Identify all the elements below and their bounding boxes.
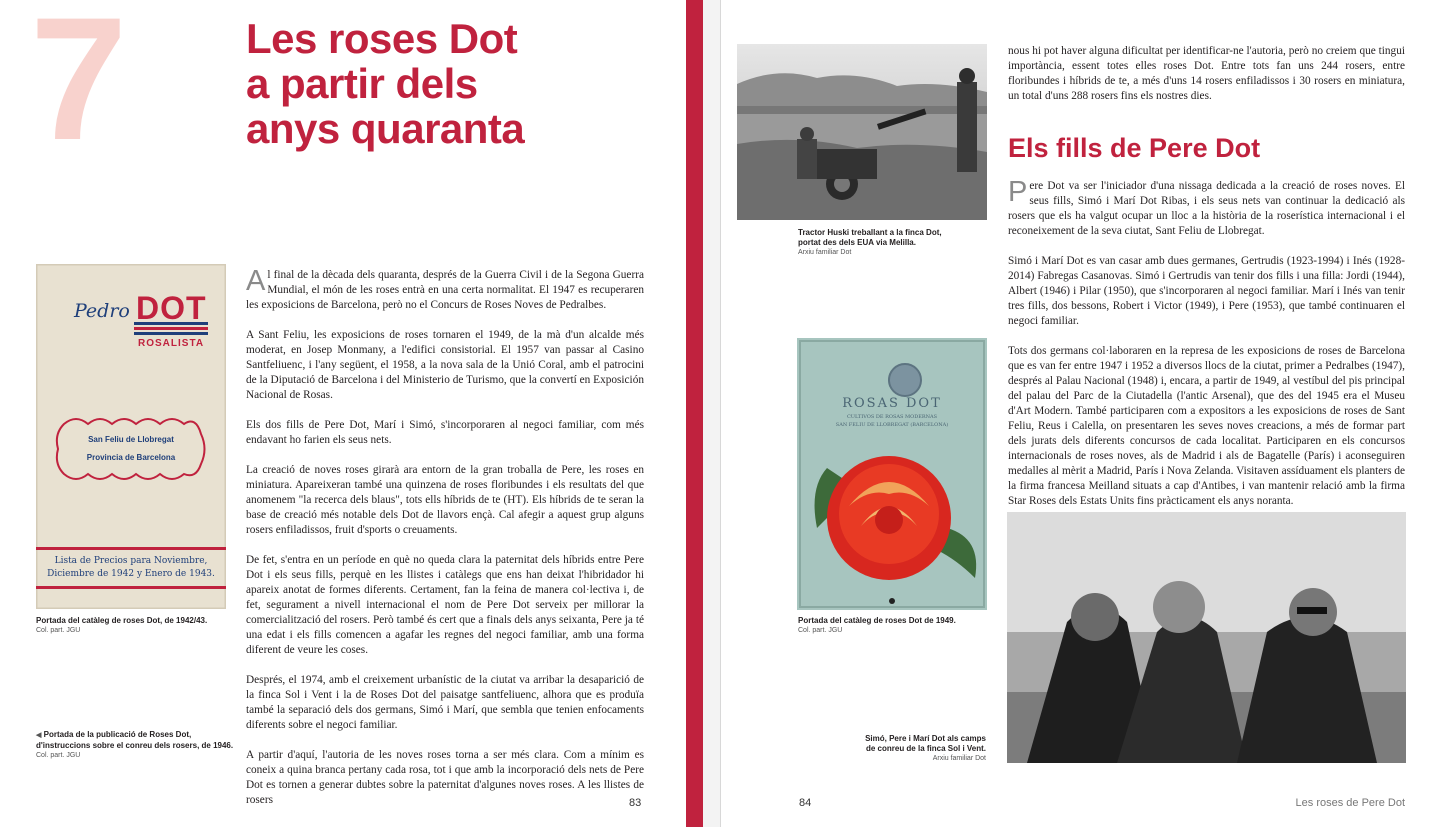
- paragraph: Tots dos germans col·laboraren en la represa de les exposicions de roses de Barcelona que es van fer entre 1947 i 1952 a diversos llocs de la ciutat, primer a Pedralbes (1947), després al Palau Nacional (1948) i, encara, a partir de 1949, al vestíbul del pis principal del palau del Parc de la Ciutadella (l'antic Arsenal), que des del 1945 era el Museu d'Art Modern. També participaren com a expositors a les exposicions de roses de Sant Feliu, Reus i Calella, on presentaren les seves noves creacions, a més de formar part dels jurats dels diferents concursos de cada localitat. Participaren en els concursos internacionals de roses noves, als de Madrid i als de Bagatelle (París) i aconseguiren medalles al mèrit a Madrid, París i Nova Zelanda. Visitaven assíduament els planters de la firma francesa Meilland situats a cap d'Antibes, i van mantenir relació amb la firma Star Roses dels Estats Units fins pràcticament els anys noranta.: [1008, 345, 1405, 507]
- running-head: Les roses de Pere Dot: [1295, 797, 1405, 809]
- catalog-1949-line-1: CULTIVOS DE ROSAS MODERNAS: [846, 414, 938, 420]
- paragraph: A partir d'aquí, l'autoria de les noves roses torna a ser més clara. Com a mínim es coneix a quina branca pertany cada rosa, tot i que amb la incorporació dels nets de Pere Dot es tornen a generar dubtes sobre la paternitat d'algunes noves roses. A les llistes de rosers: [246, 749, 644, 806]
- caption-catalog-1949-main: Portada del catàleg de roses Dot de 1949.: [798, 616, 956, 625]
- left-body-text: [246, 265, 644, 823]
- caption-tractor: [798, 228, 998, 258]
- catalog-1942-script-name: Pedro: [74, 300, 130, 322]
- page-number-left: 83: [629, 797, 642, 809]
- caption-catalog-1949-source: Col. part. JGU: [798, 627, 843, 634]
- caption-publication-1946-source: Col. part. JGU: [36, 752, 81, 759]
- catalog-1949-line-2: SAN FELIU DE LLOBREGAT (BARCELONA): [835, 422, 949, 428]
- caption-tractor-main-2: portat des dels EUA via Melilla.: [798, 238, 916, 247]
- dropcap: A: [246, 265, 266, 297]
- spine-accent-bar: [686, 0, 703, 827]
- caption-family-photo-main-1: Simó, Pere i Marí Dot als camps: [865, 734, 986, 743]
- chapter-title-line-2: a partir dels: [246, 60, 478, 107]
- catalog-1942-price-2: Diciembre de 1942 y Enero de 1943.: [47, 569, 215, 579]
- chapter-title-line-1: Les roses Dot: [246, 15, 518, 62]
- catalog-1949-image: [797, 338, 987, 610]
- caption-catalog-1942-source: Col. part. JGU: [36, 627, 81, 634]
- dot-family-photo-illustration: [1007, 512, 1406, 763]
- tractor-photo-illustration: [737, 44, 987, 220]
- catalog-1942-brand: DOT: [136, 290, 207, 326]
- left-page: [0, 0, 686, 827]
- chapter-title: [246, 16, 524, 151]
- chapter-number: 7: [30, 0, 128, 177]
- page-number-right: 84: [799, 797, 812, 809]
- catalog-1949-title: ROSAS DOT: [842, 396, 942, 411]
- paragraph: De fet, s'entra en un període en què no queda clara la paternitat dels híbrids entre Pere Dot i els seus fills, perquè en les llistes i catàlegs que ens han deixat l'hibridador hi apareix anotat de formes diferents. Certament, fan la feina de manera col·lectiva i, de fet, segurament a nivell internacional el nom de Pere Dot serveix per millorar la comercialització del rosers. Però també és cert que a finals dels anys seixanta, Pere ja té una edat i els fills comencen a agafar les regnes del negoci familiar, amb una forma diferent de veure les coses.: [246, 554, 644, 656]
- catalog-1949-illustration: [797, 338, 987, 610]
- right-page: [721, 0, 1445, 827]
- caption-tractor-main-1: Tractor Huski treballant a la finca Dot,: [798, 228, 942, 237]
- book-gutter: [703, 0, 721, 827]
- dropcap: P: [1008, 176, 1028, 208]
- caption-publication-1946-main-1: Portada de la publicació de Roses Dot,: [43, 730, 192, 739]
- catalog-1942-image: [36, 264, 226, 609]
- tractor-photo: [737, 44, 987, 220]
- caption-catalog-1949: [798, 616, 998, 636]
- paragraph: A Sant Feliu, les exposicions de roses tornaren el 1949, de la mà d'un alcalde més moderat, en Josep Monmany, a l'edifici consistorial. El 1957 van passar al Casino Santfeliuenc, i l'any següent, el 1958, a la nova sala de la Unió Coral, amb el patrocini de la Diputació de Barcelona i del Ministerio de Turismo, que la convertí en Exposición Nacional de Rosas.: [246, 329, 644, 401]
- dot-family-photo: [1007, 512, 1406, 763]
- caption-tractor-source: Arxiu familiar Dot: [798, 249, 852, 256]
- paragraph: La creació de noves roses girarà ara entorn de la gran troballa de Pere, les roses en miniatura. Apareixeran també una quinzena de roses floribundes i els resultats del que anomenem "la recerca dels blaus", tots ells híbrids de te (HT). Els híbrids de te seran la base de creació més notable dels Dot de llavors ençà. Cal afegir a aquest grup alguns rosers enfiladissos, fruit d'sports o creuaments.: [246, 464, 644, 536]
- paragraph: Al final de la dècada dels quaranta, després de la Guerra Civil i de la Segona Guerra Mundial, el món de les roses entrà en una certa normalitat. El 1947 es recuperaren les exposicions de Barcelona, però no el Concurs de Roses Noves de Pedralbes.: [246, 265, 644, 311]
- caption-family-photo-source: Arxiu familiar Dot: [932, 755, 986, 762]
- section-title: Els fills de Pere Dot: [1008, 133, 1261, 163]
- chapter-title-line-3: anys quaranta: [246, 105, 525, 152]
- right-intro-text: [1008, 44, 1405, 119]
- paragraph: Pere Dot va ser l'iniciador d'una nissaga dedicada a la creació de roses noves. El seus fills, Simó i Marí Dot Ribas, i els seus nets van continuar la dedicació als rosers que els ha valgut ocupar un lloc a la història de la roserística internacional i el reconeixement de la seva ciutat, Sant Feliu de Llobregat.: [1008, 176, 1405, 237]
- caption-family-photo-main-2: de conreu de la finca Sol i Vent.: [865, 744, 986, 753]
- caption-family-photo: [801, 734, 986, 764]
- paragraph: Simó i Marí Dot es van casar amb dues germanes, Gertrudis (1923-1994) i Inés (1928-2014) Fabregas Casanovas. Simó i Gertrudis van tenir dos fills i una filla: Jordi (1944), Albert (1946) i Pilar (1950), que s'incorporaren al negoci familiar. Marí i Inés van tenir tres fills, dos bessons, Robert i Victor (1949), i Pere (1953), que també continuaren el negoci familiar.: [1008, 255, 1405, 327]
- caption-catalog-1942: [36, 616, 236, 636]
- triangle-left-icon: ◀: [36, 732, 42, 739]
- paragraph: nous hi pot haver alguna dificultat per identificar-ne l'autoria, però no creiem que tingui importància, essent totes elles roses Dot. Entre tots fan uns 244 rosers, entre floribundes i híbrids de te, a més d'uns 14 rosers enfiladissos i 30 rosers en miniatura, un total d'uns 288 rosers fins els nostres dies.: [1008, 45, 1405, 102]
- caption-catalog-1942-main: Portada del catàleg de roses Dot, de 1942/43.: [36, 616, 208, 625]
- paragraph: Els dos fills de Pere Dot, Marí i Simó, s'incorporaren al negoci familiar, com més endavant ho farien els seus nets.: [246, 419, 644, 446]
- catalog-1942-place-2: Provincia de Barcelona: [86, 453, 176, 462]
- catalog-1942-place-1: San Feliu de Llobregat: [88, 435, 174, 444]
- catalog-1942-price-1: Lista de Precios para Noviembre,: [54, 556, 208, 566]
- caption-publication-1946: [36, 730, 246, 761]
- caption-publication-1946-main-2: d'instruccions sobre el conreu dels rosers, de 1946.: [36, 741, 234, 750]
- catalog-1942-subtitle: ROSALISTA: [138, 338, 205, 349]
- right-body-text: [1008, 176, 1405, 524]
- paragraph: Després, el 1974, amb el creixement urbanístic de la ciutat va arribar la desaparició de la finca Sol i Vent i la de Roses Dot del paisatge santfeliuenc, alhora que es produïa també la separació dels dos germans, Simó i Marí, que sembla que tenien enfocaments diferents sobre el negoci familiar.: [246, 674, 644, 731]
